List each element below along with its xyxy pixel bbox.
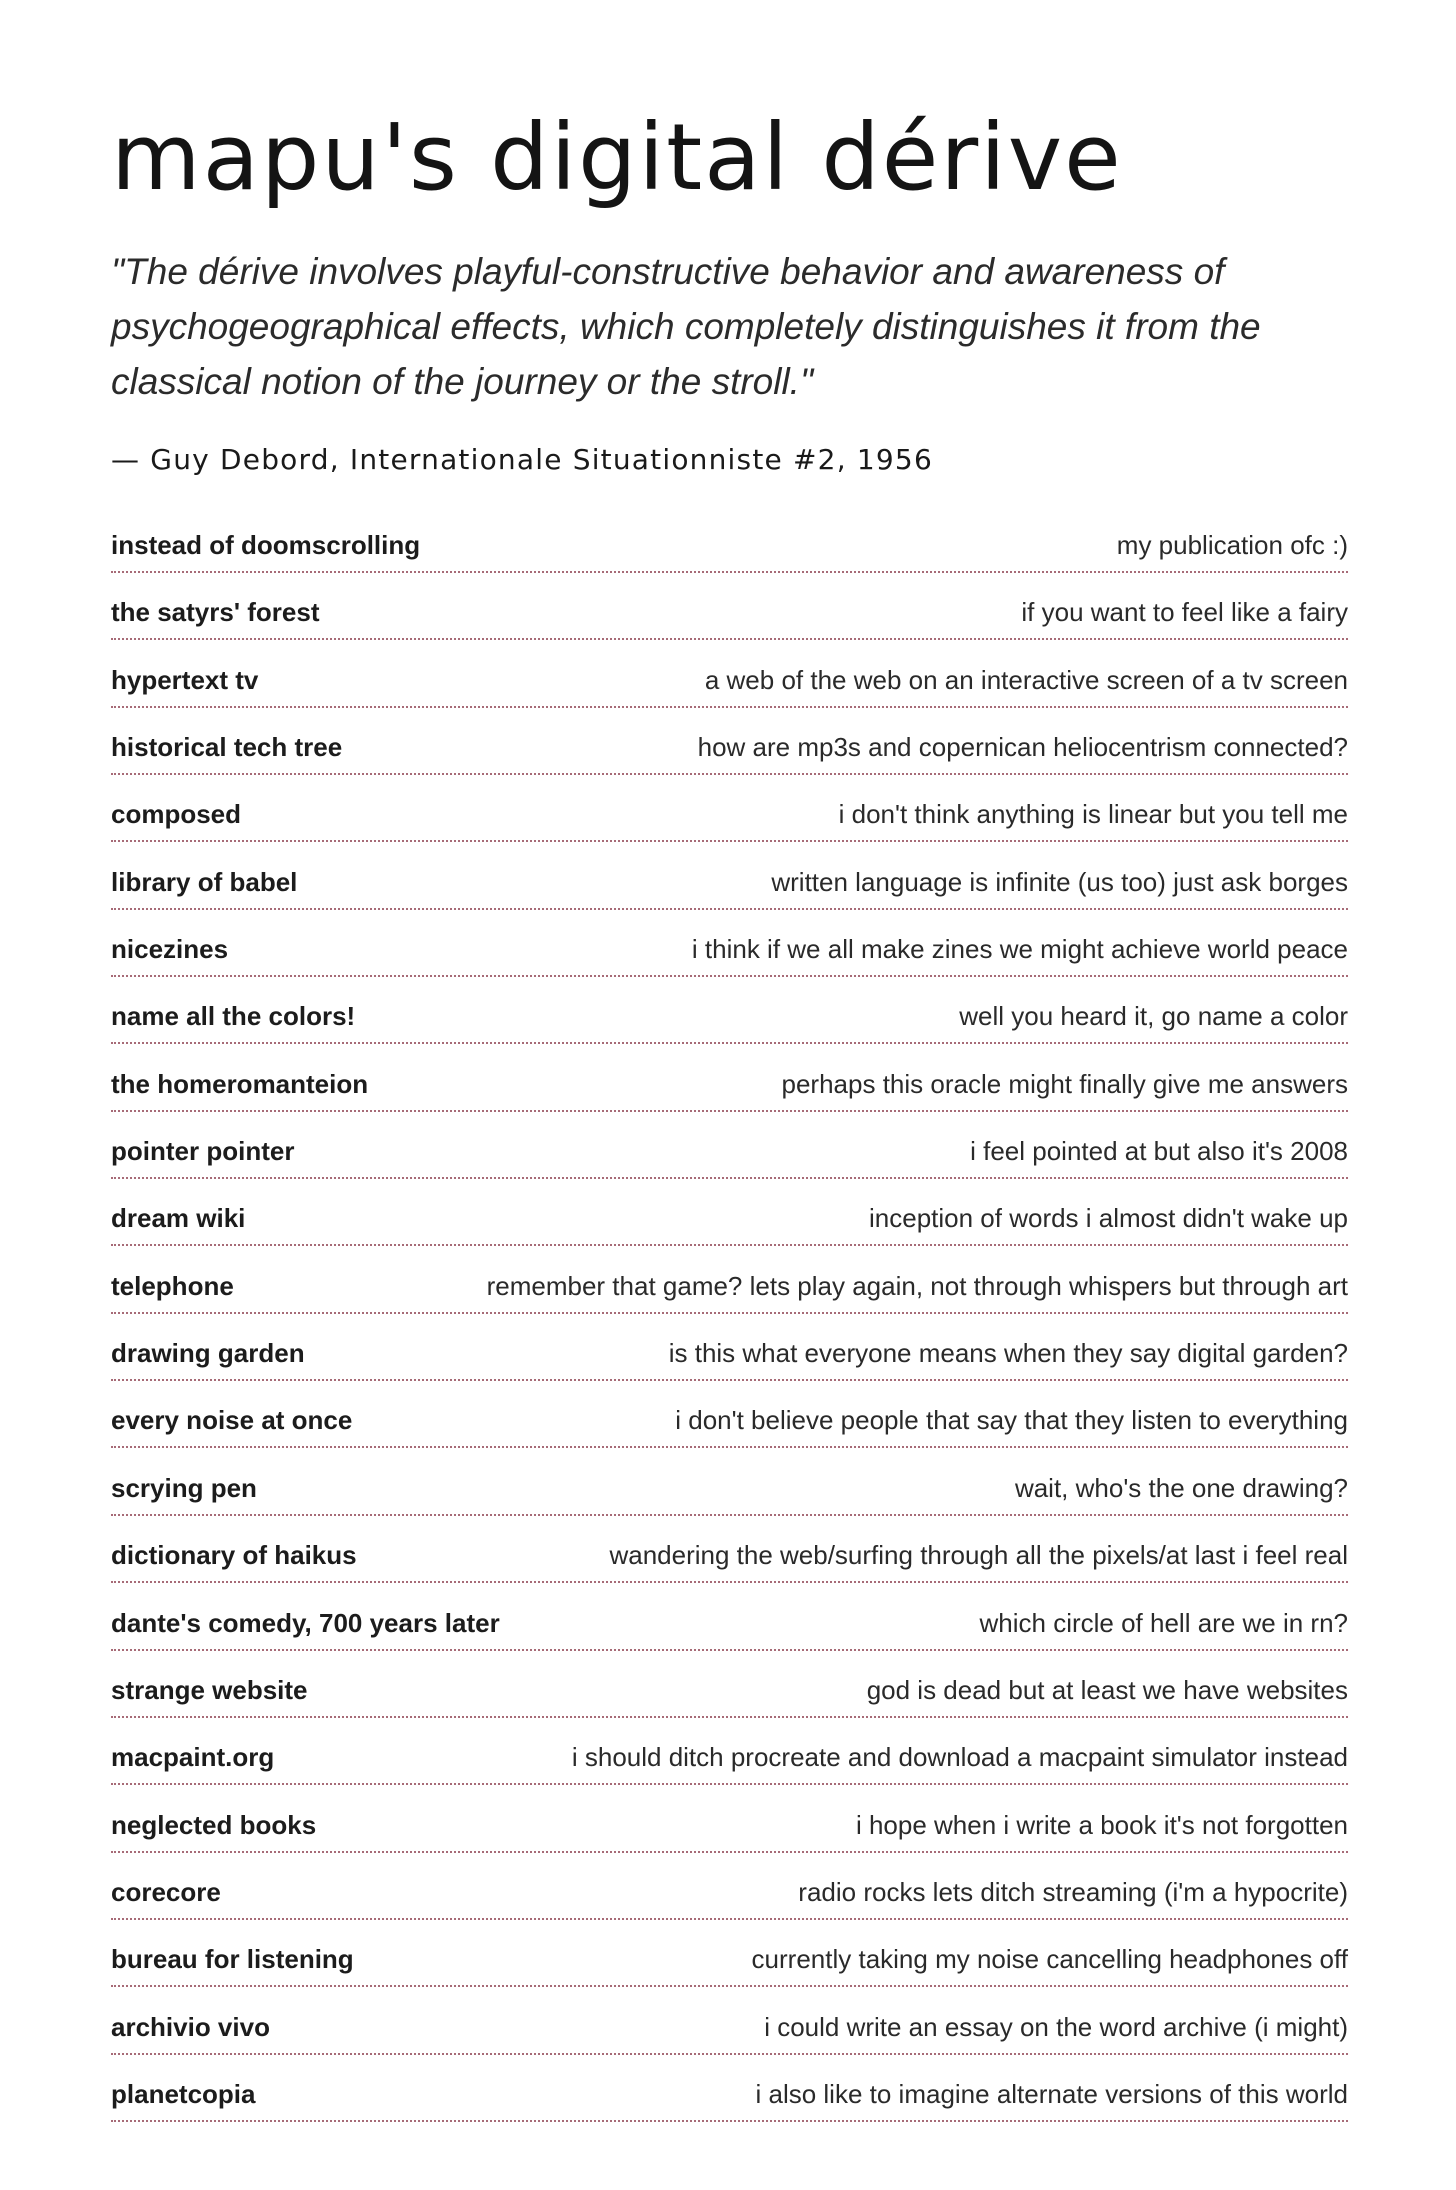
link-row[interactable] [111,725,1348,792]
link-description: god is dead but at least we have websites [866,1674,1348,1705]
link-name[interactable]: library of babel [111,866,298,897]
link-name[interactable]: planetcopia [111,2078,256,2109]
link-name[interactable]: historical tech tree [111,732,343,763]
link-description: i could write an essay on the word archive (i might) [764,2011,1348,2042]
link-name[interactable]: the homeromanteion [111,1068,369,1099]
link-description: i don't think anything is linear but you tell me [838,799,1348,830]
link-description: radio rocks lets ditch streaming (i'm a hypocrite) [798,1876,1348,1907]
link-description: i think if we all make zines we might achieve world peace [691,934,1348,965]
link-list [111,523,1348,2139]
link-row[interactable] [111,1803,1348,1870]
link-row[interactable] [111,1870,1348,1937]
link-description: my publication ofc :) [1116,530,1348,560]
link-description: inception of words i almost didn't wake up [869,1203,1348,1234]
link-description: how are mp3s and copernican heliocentrism connected? [697,732,1348,763]
link-description: is this what everyone means when they say digital garden? [668,1338,1348,1369]
link-description: well you heard it, go name a color [959,1001,1348,1032]
link-description: written language is infinite (us too) just ask borges [771,866,1348,897]
link-description: remember that game? lets play again, not through whispers but through art [486,1270,1348,1301]
link-name[interactable]: corecore [111,1876,221,1907]
link-name[interactable]: instead of doomscrolling [111,530,421,560]
link-description: wait, who's the one drawing? [1014,1472,1348,1503]
link-row[interactable] [111,1196,1348,1263]
link-row[interactable] [111,1668,1348,1735]
link-name[interactable]: scrying pen [111,1472,257,1503]
link-description: perhaps this oracle might finally give me answers [781,1068,1348,1099]
link-description: i also like to imagine alternate versions of this world [755,2078,1348,2109]
link-description: currently taking my noise cancelling headphones off [751,1944,1348,1975]
link-row[interactable] [111,1937,1348,2004]
link-row[interactable] [111,1533,1348,1600]
link-row[interactable] [111,1466,1348,1533]
link-row[interactable] [111,1735,1348,1802]
link-name[interactable]: hypertext tv [111,664,259,695]
link-row[interactable] [111,523,1348,590]
link-name[interactable]: name all the colors! [111,1001,356,1032]
link-row[interactable] [111,1129,1348,1196]
link-name[interactable]: neglected books [111,1809,317,1840]
link-row[interactable] [111,1264,1348,1331]
link-row[interactable] [111,590,1348,657]
link-description: i feel pointed at but also it's 2008 [970,1136,1348,1167]
link-name[interactable]: every noise at once [111,1405,353,1436]
link-row[interactable] [111,2005,1348,2072]
link-name[interactable]: macpaint.org [111,1742,275,1773]
quote-attribution: — Guy Debord, Internationale Situationniste #2, 1956 [111,443,933,476]
link-name[interactable]: dream wiki [111,1203,246,1234]
link-name[interactable]: strange website [111,1674,308,1705]
link-name[interactable]: drawing garden [111,1338,305,1369]
link-name[interactable]: dante's comedy, 700 years later [111,1607,500,1638]
link-row[interactable] [111,1331,1348,1398]
link-name[interactable]: composed [111,799,242,830]
link-name[interactable]: bureau for listening [111,1944,354,1975]
link-description: wandering the web/surfing through all the pixels/at last i feel real [609,1540,1348,1571]
link-row[interactable] [111,658,1348,725]
link-row[interactable] [111,792,1348,859]
link-row[interactable] [111,1062,1348,1129]
link-name[interactable]: dictionary of haikus [111,1540,357,1571]
link-row[interactable] [111,927,1348,994]
link-description: i hope when i write a book it's not forgotten [855,1809,1348,1840]
link-name[interactable]: nicezines [111,934,229,965]
link-row[interactable] [111,1398,1348,1465]
link-name[interactable]: telephone [111,1270,234,1301]
link-row[interactable] [111,1601,1348,1668]
link-description: i don't believe people that say that they listen to everything [675,1405,1348,1436]
link-name[interactable]: the satyrs' forest [111,597,320,628]
epigraph-quote: "The dérive involves playful-constructive behavior and awareness of psychogeographical effects, which completely distinguishes it from the classical notion of the journey or the stroll." [111,251,1261,402]
link-description: a web of the web on an interactive screen of a tv screen [704,664,1348,695]
link-row[interactable] [111,994,1348,1061]
link-name[interactable]: archivio vivo [111,2011,270,2042]
link-description: i should ditch procreate and download a macpaint simulator instead [571,1742,1348,1773]
link-row[interactable] [111,2072,1348,2139]
link-name[interactable]: pointer pointer [111,1136,295,1167]
link-description: which circle of hell are we in rn? [979,1607,1348,1638]
link-description: if you want to feel like a fairy [1021,597,1348,628]
link-row[interactable] [111,860,1348,927]
page-title: mapu's digital dérive [111,104,1123,211]
